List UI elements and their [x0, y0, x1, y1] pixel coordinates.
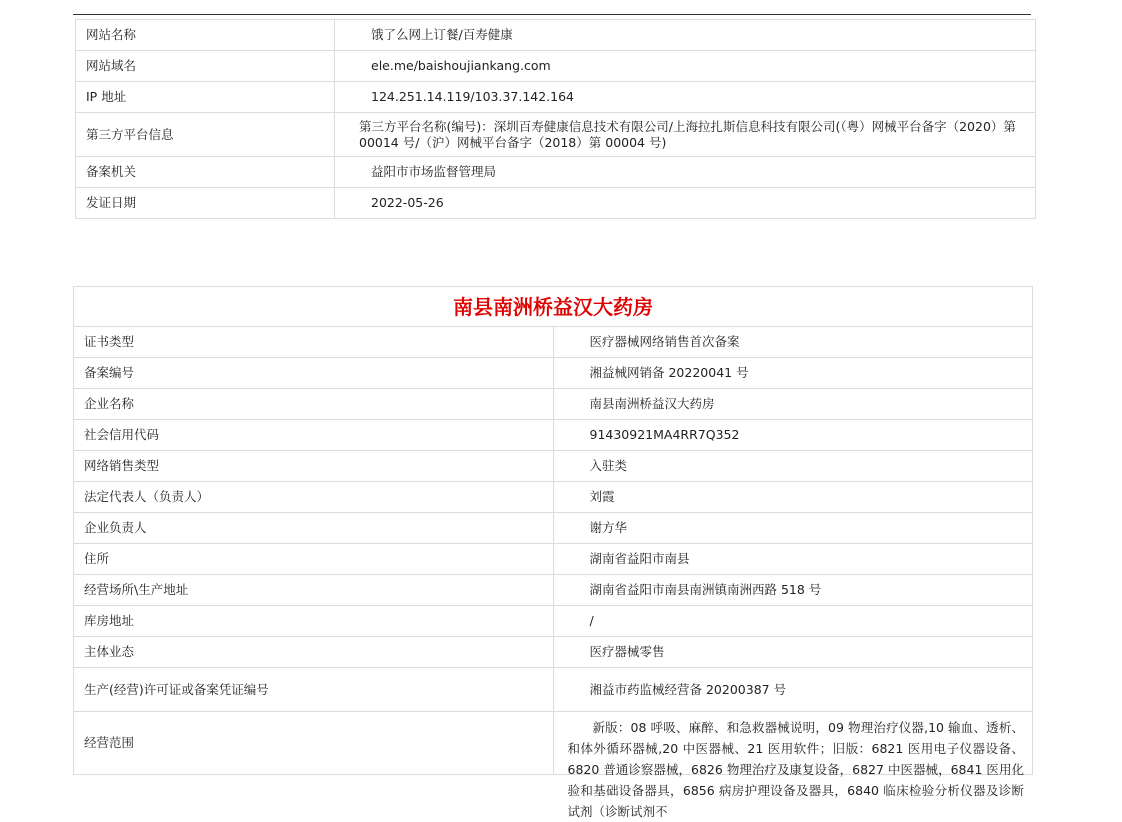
business-format-label: 主体业态 — [74, 637, 554, 668]
credit-code-label: 社会信用代码 — [74, 420, 554, 451]
legal-representative-value: 刘霞 — [553, 482, 1033, 513]
table-row — [74, 451, 1033, 482]
enterprise-info-table — [73, 286, 1033, 819]
sales-type-label: 网络销售类型 — [74, 451, 554, 482]
table-row — [76, 51, 1036, 82]
enterprise-title: 南县南洲桥益汉大药房 — [74, 287, 1033, 327]
issue-date-value: 2022-05-26 — [335, 188, 1036, 219]
table-row — [74, 575, 1033, 606]
enterprise-head-value: 谢方华 — [553, 513, 1033, 544]
issue-date-label: 发证日期 — [76, 188, 335, 219]
enterprise-head-label: 企业负责人 — [74, 513, 554, 544]
table-row — [74, 544, 1033, 575]
table-row — [74, 389, 1033, 420]
license-number-label: 生产(经营)许可证或备案凭证编号 — [74, 668, 554, 712]
table-row — [76, 188, 1036, 219]
business-format-value: 医疗器械零售 — [553, 637, 1033, 668]
table-row — [74, 637, 1033, 668]
sales-type-value: 入驻类 — [553, 451, 1033, 482]
table-row — [74, 358, 1033, 389]
company-name-label: 企业名称 — [74, 389, 554, 420]
business-address-value: 湖南省益阳市南县南洲镇南洲西路 518 号 — [553, 575, 1033, 606]
website-info-table — [75, 19, 1036, 219]
filing-authority-label: 备案机关 — [76, 157, 335, 188]
top-rule — [73, 14, 1031, 15]
third-party-platform-label: 第三方平台信息 — [76, 113, 335, 157]
business-address-label: 经营场所\生产地址 — [74, 575, 554, 606]
table-row — [74, 668, 1033, 712]
table-row — [76, 20, 1036, 51]
table-row — [76, 113, 1036, 157]
table-row — [74, 606, 1033, 637]
ip-address-value: 124.251.14.119/103.37.142.164 — [335, 82, 1036, 113]
warehouse-address-label: 库房地址 — [74, 606, 554, 637]
third-party-platform-value: 第三方平台名称(编号)：深圳百寿健康信息技术有限公司/上海拉扎斯信息科技有限公司(（粤）网械平台备字（2020）第 00014 号/（沪）网械平台备字（2018）第 00004 号) — [335, 113, 1036, 157]
website-domain-value: ele.me/baishoujiankang.com — [335, 51, 1036, 82]
website-domain-label: 网站域名 — [76, 51, 335, 82]
table-row — [74, 420, 1033, 451]
table-row — [76, 157, 1036, 188]
table-row — [74, 712, 1033, 775]
credit-code-value: 91430921MA4RR7Q352 — [553, 420, 1033, 451]
website-name-label: 网站名称 — [76, 20, 335, 51]
table-row — [74, 327, 1033, 358]
business-scope-label: 经营范围 — [74, 712, 554, 775]
filing-authority-value: 益阳市市场监督管理局 — [335, 157, 1036, 188]
table-title-row — [74, 287, 1033, 327]
website-name-value: 饿了么网上订餐/百寿健康 — [335, 20, 1036, 51]
certificate-type-value: 医疗器械网络销售首次备案 — [553, 327, 1033, 358]
domicile-value: 湖南省益阳市南县 — [553, 544, 1033, 575]
license-number-value: 湘益市药监械经营备 20200387 号 — [553, 668, 1033, 712]
table-row — [74, 482, 1033, 513]
business-scope-value: 新版：08 呼吸、麻醉、和急救器械说明，09 物理治疗仪器,10 输血、透析、和体外循环器械,20 中医器械、21 医用软件；旧版：6821 医用电子仪器设备、6820 普通诊察器械，6826 物理治疗及康复设备，6827 中医器械，6841 医用化验和基础设备器具，6856 病房护理设备及器具，6840 临床检验分析仪器及诊断试剂（诊断试剂不 — [567, 720, 1024, 819]
company-name-value: 南县南洲桥益汉大药房 — [553, 389, 1033, 420]
table-row — [76, 82, 1036, 113]
certificate-type-label: 证书类型 — [74, 327, 554, 358]
filing-number-label: 备案编号 — [74, 358, 554, 389]
ip-address-label: IP 地址 — [76, 82, 335, 113]
warehouse-address-value: / — [553, 606, 1033, 637]
business-scope-cell — [553, 712, 1033, 819]
domicile-label: 住所 — [74, 544, 554, 575]
legal-representative-label: 法定代表人（负责人） — [74, 482, 554, 513]
table-row — [74, 513, 1033, 544]
filing-number-value: 湘益械网销备 20220041 号 — [553, 358, 1033, 389]
